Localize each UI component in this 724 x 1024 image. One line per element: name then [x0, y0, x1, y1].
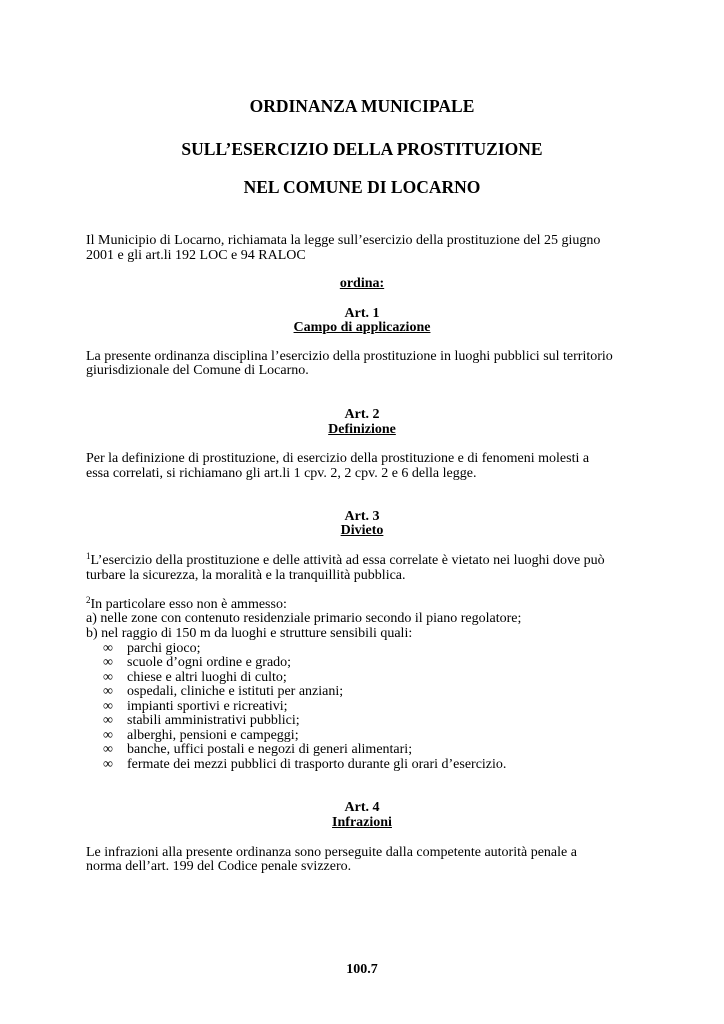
art3-heading: Divieto	[340, 523, 384, 538]
list-bullet-icon: ∞	[103, 757, 113, 772]
ordina-heading: ordina:	[339, 276, 385, 291]
art3-para2-text: In particolare esso non è ammesso:	[90, 597, 287, 612]
art2-text-line-1: Per la definizione di prostituzione, di esercizio della prostituzione e di fenomeni molesti a	[86, 451, 590, 466]
list-bullet-icon: ∞	[103, 742, 113, 757]
preamble-line-1: Il Municipio di Locarno, richiamata la legge sull’esercizio della prostituzione del 25 giugno	[86, 233, 601, 248]
list-item: fermate dei mezzi pubblici di trasporto durante gli orari d’esercizio.	[127, 757, 507, 772]
art4-heading: Infrazioni	[332, 815, 392, 830]
art2-text-line-2: essa correlati, si richiamano gli art.li 1 cpv. 2, 2 cpv. 2 e 6 della legge.	[86, 466, 477, 481]
title-line-3: NEL COMUNE DI LOCARNO	[243, 177, 481, 197]
list-item: parchi gioco;	[127, 641, 201, 656]
art4-text-line-2: norma dell’art. 199 del Codice penale svizzero.	[86, 859, 352, 874]
art1-text-line-2: giurisdizionale del Comune di Locarno.	[86, 363, 309, 378]
art1-heading: Campo di applicazione	[293, 320, 431, 335]
art3-item-b: b) nel raggio di 150 m da luoghi e strutture sensibili quali:	[86, 626, 413, 641]
art4-text-line-1: Le infrazioni alla presente ordinanza sono perseguite dalla competente autorità penale a	[86, 845, 577, 860]
art3-para2-line-1	[86, 597, 287, 612]
title-line-2: SULL’ESERCIZIO DELLA PROSTITUZIONE	[181, 139, 543, 159]
list-bullet-icon: ∞	[103, 670, 113, 685]
art2-heading: Definizione	[328, 422, 396, 437]
page-number: 100.7	[346, 962, 378, 977]
art3-item-a: a) nelle zone con contenuto residenziale primario secondo il piano regolatore;	[86, 611, 522, 626]
title-line-1: ORDINANZA MUNICIPALE	[249, 96, 475, 116]
art1-number: Art. 1	[344, 306, 380, 321]
list-item: chiese e altri luoghi di culto;	[127, 670, 287, 685]
art4-number: Art. 4	[344, 800, 380, 815]
art3-number: Art. 3	[344, 509, 380, 524]
art3-para2-number: 2	[86, 595, 91, 605]
list-item: impianti sportivi e ricreativi;	[127, 699, 288, 714]
list-item: banche, uffici postali e negozi di generi alimentari;	[127, 742, 413, 757]
preamble-line-2: 2001 e gli art.li 192 LOC e 94 RALOC	[86, 248, 306, 263]
art3-para1-line-1	[86, 553, 605, 568]
art3-para1-text: L’esercizio della prostituzione e delle attività ad essa correlate è vietato nei luoghi dove può	[90, 553, 605, 568]
list-bullet-icon: ∞	[103, 684, 113, 699]
art3-para1-number: 1	[86, 551, 91, 561]
list-item: ospedali, cliniche e istituti per anziani;	[127, 684, 344, 699]
list-item: scuole d’ogni ordine e grado;	[127, 655, 292, 670]
list-bullet-icon: ∞	[103, 641, 113, 656]
list-bullet-icon: ∞	[103, 699, 113, 714]
list-bullet-icon: ∞	[103, 655, 113, 670]
list-bullet-icon: ∞	[103, 728, 113, 743]
list-item: alberghi, pensioni e campeggi;	[127, 728, 299, 743]
art2-number: Art. 2	[344, 407, 380, 422]
art1-text-line-1: La presente ordinanza disciplina l’esercizio della prostituzione in luoghi pubblici sul territorio	[86, 349, 613, 364]
art3-para1-line-2: turbare la sicurezza, la moralità e la tranquillità pubblica.	[86, 568, 406, 583]
list-item: stabili amministrativi pubblici;	[127, 713, 300, 728]
list-bullet-icon: ∞	[103, 713, 113, 728]
